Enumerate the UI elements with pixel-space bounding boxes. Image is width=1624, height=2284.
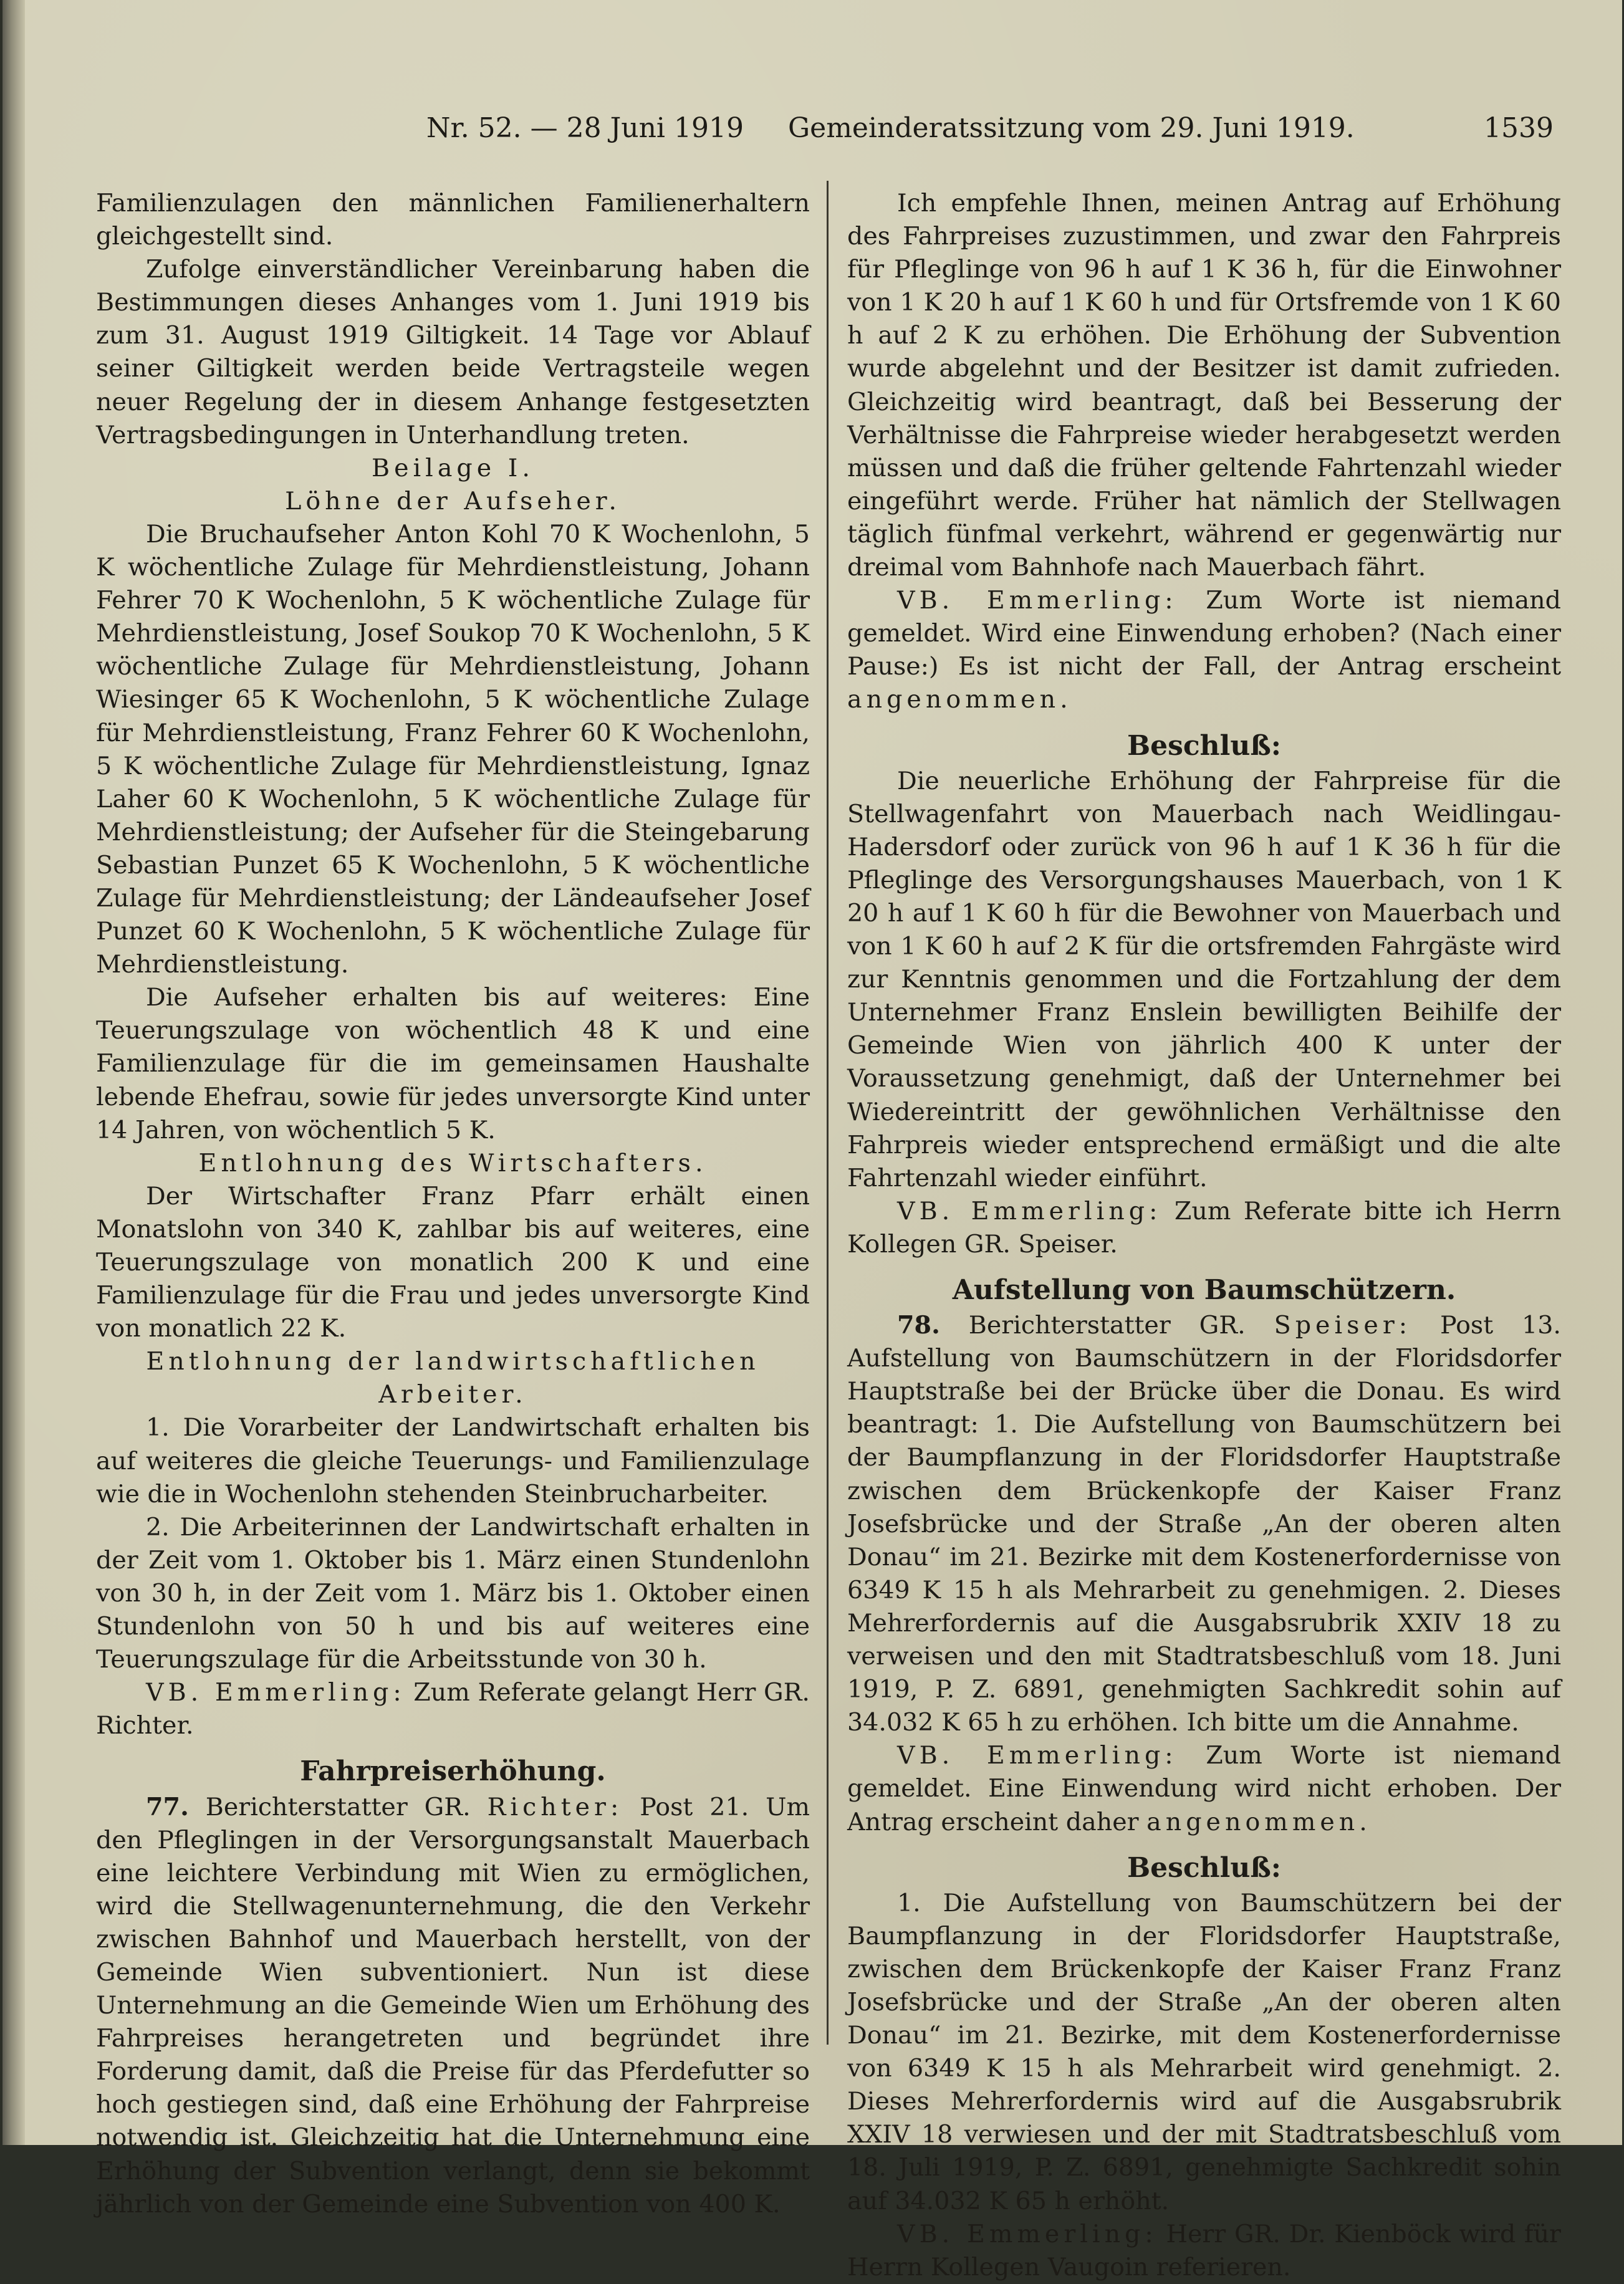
paragraph-text: Berichterstatter GR. (188, 1792, 488, 1821)
left-column (96, 187, 810, 2221)
paragraph: Die Aufseher erhalten bis auf weiteres: Eine Teuerungszulage von wöchentlich 48 K und eine Familienzulage für die im gemeinsamen Haushalte lebende Ehefrau, sowie für jedes unversorgte Kind unter 14 Jahren, von wöchentlich 5 K. (96, 983, 810, 1144)
item-number: 78. (897, 1311, 940, 1340)
speaker: VB. Emmerling: (897, 1196, 1162, 1226)
paragraph (96, 1676, 810, 1742)
paragraph: Zufolge einverständlicher Vereinbarung haben die Bestimmungen dieses Anhanges vom 1. Juni 1919 bis zum 31. August 1919 Giltigkeit. 14 Tage vor Ablauf seiner Giltigkeit werden beide Vertragsteile wegen neuer Regelung der in diesem Anhange festgesetzten Vertragsbedingungen in Unterhandlung treten. (96, 255, 810, 449)
paragraph (847, 1309, 1561, 1739)
section-title: Entlohnung des Wirtschafters. (198, 1148, 708, 1178)
page-number: 1539 (1484, 112, 1554, 144)
section-title: Beilage I. (372, 453, 534, 482)
section-title: Löhne der Aufseher. (285, 486, 621, 516)
paragraph: Ich empfehle Ihnen, meinen Antrag auf Erhöhung des Fahrpreises zuzustimmen, und zwar den Fahrpreis für Pfleglinge von 96 h auf 1 K 36 h, für die Einwohner von 1 K 20 h auf 1 K 60 h und für Ortsfremde von 1 K 60 h auf 2 K zu erhöhen. Die Erhöhung der Subvention wurde abgelehnt und der Besitzer ist damit zufrieden. Gleichzeitig wird beantragt, daß bei Besserung der Verhältnisse die Fahrpreise wieder herabgesetzt werden müssen und daß die früher geltende Fahrtenzahl wieder eingeführt werde. Früher hat nämlich der Stellwagen täglich fünfmal verkehrt, während er gegenwärtig nur dreimal vom Bahnhofe nach Mauerbach fährt. (847, 189, 1561, 582)
page-header (65, 112, 1560, 156)
paragraph: 2. Die Arbeiterinnen der Landwirtschaft erhalten in der Zeit vom 1. Oktober bis 1. März einen Stundenlohn von 30 h, in der Zeit vom 1. März bis 1. Oktober einen Stundenlohn von 50 h und bis auf weiteres eine Teuerungszulage für die Arbeitsstunde von 30 h. (96, 1512, 810, 1674)
emphasis: angenommen. (847, 685, 1072, 714)
paragraph-text: Berichterstatter GR. (939, 1311, 1274, 1340)
section-title: Arbeiter. (378, 1380, 527, 1409)
speaker: Speiser: (1274, 1311, 1412, 1340)
running-title: Gemeinderatssitzung vom 29. Juni 1919. (788, 112, 1355, 144)
speaker: VB. Emmerling: (897, 1741, 1178, 1770)
paragraph (847, 1739, 1561, 1838)
paragraph: Die Bruchaufseher Anton Kohl 70 K Wochenlohn, 5 K wöchentliche Zulage für Mehrdienstleistung, Johann Fehrer 70 K Wochenlohn, 5 K wöchentliche Zulage für Mehrdienstleistung, Josef Soukop 70 K Wochenlohn, 5 K wöchentliche Zulage für Mehrdienstleistung, Johann Wiesinger 65 K Wochenlohn, 5 K wöchentliche Zulage für Mehrdienstleistung, Franz Fehrer 60 K Wochenlohn, 5 K wöchentliche Zulage für Mehrdienstleistung, Ignaz Laher 60 K Wochenlohn, 5 K wöchentliche Zulage für Mehrdienstleistung; der Aufseher für die Steingebarung Sebastian Punzet 65 K Wochenlohn, 5 K wöchentliche Zulage für Mehrdienstleistung; der Ländeaufseher Josef Punzet 60 K Wochenlohn, 5 K wöchentliche Zulage für Mehrdienstleistung. (96, 519, 810, 979)
paragraph: 1. Die Aufstellung von Baumschützern bei der Baumpflanzung in der Floridsdorfer Hauptstraße, zwischen dem Brückenkopfe der Kaiser Franz Franz Josefsbrücke und der Straße „An der oberen alten Donau“ im 21. Bezirke, mit dem Kostenerfordernisse von 6349 K 15 h als Mehrarbeit wird genehmigt. 2. Dieses Mehrerfordernis wird auf die Ausgabsrubrik XXIV 18 verwiesen und der mit Stadtratsbeschluß vom 18. Juli 1919, P. Z. 6891, genehmigte Sachkredit sohin auf 34.032 K 65 h erhöht. (847, 1888, 1561, 2215)
speaker: VB. Emmerling: (897, 586, 1178, 615)
paragraph-text: Post 13. Aufstellung von Baumschützern in der Floridsdorfer Hauptstraße bei der Brücke über die Donau. Es wird beantragt: 1. Die Aufstellung von Baumschützern bei der Baumpflanzung in der Floridsdorfer Hauptstraße zwischen dem Brückenkopfe der Kaiser Franz Josefsbrücke und der Straße „An der oberen alten Donau“ im 21. Bezirke mit dem Kostenerfordernisse von 6349 K 15 h als Mehrarbeit zu genehmigen. 2. Dieses Mehrerfordernis auf die Ausgabsrubrik XXIV 18 zu verweisen und den mit Stadtratsbeschluß vom 18. Juni 1919, P. Z. 6891, genehmigten Sachkredit sohin auf 34.032 K 65 h zu erhöhen. Ich bitte um die Annahme. (847, 1311, 1561, 1737)
paragraph-text: Zum Referate bitte ich Herrn Kollegen GR. Speiser. (847, 1196, 1561, 1259)
issue-line: Nr. 52. — 28 Juni 1919 (426, 112, 744, 144)
paragraph: Die neuerliche Erhöhung der Fahrpreise für die Stellwagenfahrt von Mauerbach nach Weidlingau-Hadersdorf oder zurück von 96 h auf 1 K 36 h für die Pfleglinge des Versorgungshauses Mauerbach, von 1 K 20 h auf 1 K 60 h für die Bewohner von Mauerbach und von 1 K 60 h auf 2 K für die ortsfremden Fahrgäste wird zur Kenntnis genommen und die Fortzahlung der dem Unternehmer Franz Enslein bewilligten Beihilfe der Gemeinde Wien von jährlich 400 K unter der Voraussetzung genehmigt, daß der Unternehmer bei Wiedereintritt der gewöhnlichen Verhältnisse den Fahrpreis wieder entsprechend ermäßigt und die alte Fahrtenzahl wieder einführt. (847, 766, 1561, 1192)
paragraph: Familienzulagen den männlichen Familienerhaltern gleichgestellt sind. (96, 189, 810, 251)
paragraph-text: Herr GR. Dr. Kienböck wird für Herrn Kollegen Vaugoin referieren. (847, 2219, 1561, 2282)
item-number: 77. (146, 1792, 189, 1821)
paragraph (96, 1791, 810, 2221)
paragraph-text: Zum Referate gelangt Herr GR. Richter. (96, 1678, 810, 1740)
section-title: Entlohnung der landwirtschaftlichen (146, 1347, 760, 1376)
paragraph: Der Wirtschafter Franz Pfarr erhält einen Monatslohn von 340 K, zahlbar bis auf weiteres, eine Teuerungszulage von monatlich 200 K und eine Familienzulage für die Frau und jedes unversorgte Kind von monatlich 22 K. (96, 1181, 810, 1343)
paragraph (847, 584, 1561, 716)
paragraph (847, 1195, 1561, 1261)
resolution-heading: Beschluß: (1127, 1851, 1282, 1884)
section-heading: Fahrpreiserhöhung. (300, 1755, 606, 1788)
newspaper-page (2, 0, 1622, 2282)
binding-edge (2, 0, 25, 2145)
paragraph-text: Zum Worte ist niemand gemeldet. Eine Einwendung wird nicht erhoben. Der Antrag erscheint daher (847, 1741, 1561, 1836)
emphasis: angenommen. (1146, 1807, 1372, 1836)
resolution-heading: Beschluß: (1127, 729, 1282, 762)
paragraph-text: Zum Worte ist niemand gemeldet. Wird eine Einwendung erhoben? (Nach einer Pause:) Es ist nicht der Fall, der Antrag erscheint (847, 586, 1561, 681)
speaker: Richter: (487, 1792, 623, 1821)
paragraph (847, 2218, 1561, 2284)
paragraph: 1. Die Vorarbeiter der Landwirtschaft erhalten bis auf weiteres die gleiche Teuerungs- und Familienzulage wie die in Wochenlohn stehenden Steinbrucharbeiter. (96, 1413, 810, 1509)
column-rule (827, 181, 829, 2045)
speaker: VB. Emmerling: (146, 1678, 406, 1707)
speaker: VB. Emmerling: (897, 2219, 1158, 2248)
section-heading: Aufstellung von Baumschützern. (952, 1274, 1456, 1306)
right-column (847, 187, 1561, 2284)
paragraph-text: Post 21. Um den Pfleglingen in der Versorgungsanstalt Mauerbach eine leichtere Verbindung mit Wien zu ermöglichen, wird die Stellwagenunternehmung, die den Verkehr zwischen Bahnhof und Mauerbach herstellt, von der Gemeinde Wien subventioniert. Nun ist diese Unternehmung an die Gemeinde Wien um Erhöhung des Fahrpreises herangetreten und begründet ihre Forderung damit, daß die Preise für das Pferdefutter so hoch gestiegen sind, daß eine Erhöhung der Fahrpreise notwendig ist. Gleichzeitig hat die Unternehmung eine Erhöhung der Subvention verlangt, denn sie bekommt jährlich von der Gemeinde eine Subvention von 400 K. (96, 1792, 810, 2219)
